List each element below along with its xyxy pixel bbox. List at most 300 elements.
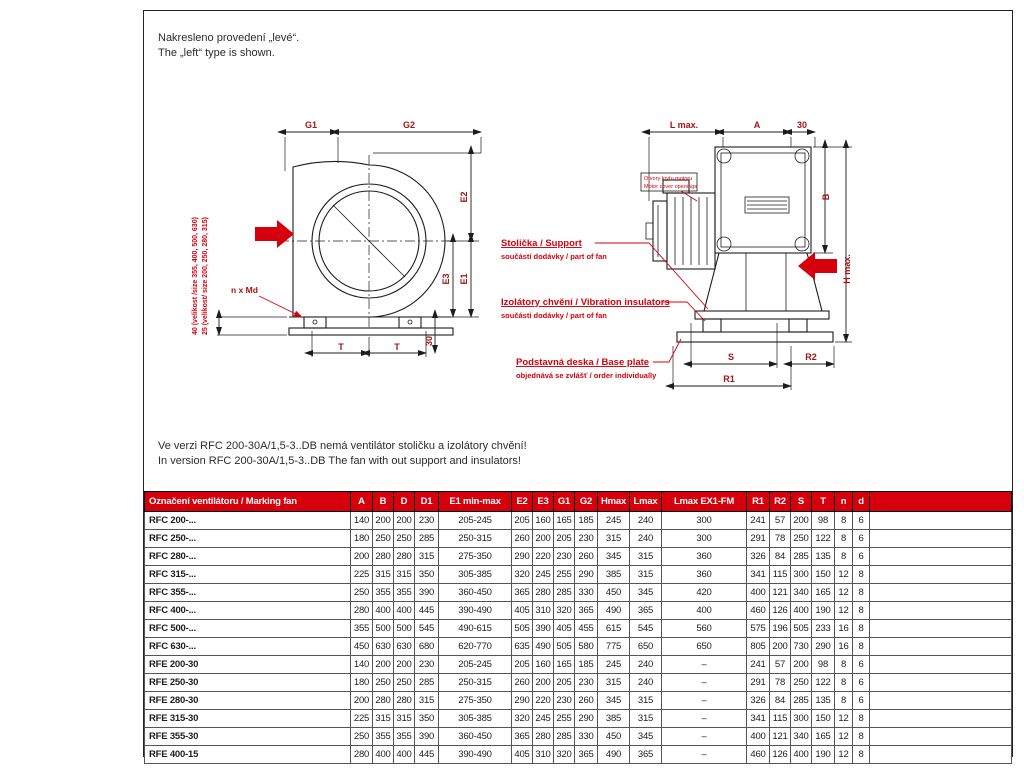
dimension-cell: 310	[533, 602, 554, 620]
callout-baseplate	[516, 339, 681, 380]
dimension-cell: 140	[351, 512, 373, 530]
col-header: Lmax	[630, 492, 662, 512]
dimension-cell: 365	[575, 746, 598, 764]
dimension-cell: 196	[770, 620, 791, 638]
size-offset-note-25: 25 (velikost/ size 200, 250, 280, 315)	[202, 217, 209, 335]
dimension-cell: 200	[533, 674, 554, 692]
dimension-cell: 8	[835, 674, 853, 692]
dimension-cell: 150	[812, 566, 835, 584]
table-row	[145, 584, 1012, 602]
table-row	[145, 566, 1012, 584]
filler-cell	[870, 548, 1012, 566]
base-plate-side	[289, 328, 453, 335]
dimension-cell: 230	[415, 656, 439, 674]
dimension-cell: 98	[812, 656, 835, 674]
dimension-cell: 230	[575, 530, 598, 548]
fan-model-cell: RFC 280-...	[145, 548, 351, 566]
table-row	[145, 602, 1012, 620]
dimension-cell: 545	[630, 620, 662, 638]
dimension-cell: 320	[554, 602, 575, 620]
dimension-cell: 200	[533, 530, 554, 548]
dimension-cell: 775	[598, 638, 630, 656]
dimension-cell: 360-450	[439, 584, 512, 602]
dimension-cell: 220	[533, 548, 554, 566]
dimension-cell: 205	[512, 656, 533, 674]
dimension-cell: 650	[630, 638, 662, 656]
dimension-cell: 241	[747, 656, 770, 674]
dim-label-g2: G2	[402, 120, 416, 130]
dimension-cell: 345	[630, 728, 662, 746]
dimension-cell: 57	[770, 656, 791, 674]
dimension-cell: 135	[812, 548, 835, 566]
dimension-cell: 620-770	[439, 638, 512, 656]
dimension-cell: 140	[351, 656, 373, 674]
dimension-cell: 78	[770, 674, 791, 692]
motor-cover-note	[641, 173, 697, 201]
fan-model-cell: RFC 355-...	[145, 584, 351, 602]
dimension-cell: 255	[554, 710, 575, 728]
flange-bolt-circle	[795, 149, 809, 163]
dimension-cell: 300	[791, 710, 812, 728]
dimension-cell: 285	[415, 674, 439, 692]
dimension-cell: 275-350	[439, 548, 512, 566]
dim-label-t2: T	[394, 342, 400, 352]
dimension-cell: 200	[791, 656, 812, 674]
dim-label-r2: R2	[805, 352, 817, 362]
dimension-cell: 420	[662, 584, 747, 602]
dimension-cell: 280	[394, 692, 415, 710]
dimension-cell: 630	[394, 638, 415, 656]
dimension-cell: 505	[512, 620, 533, 638]
dimension-cell: 280	[373, 692, 394, 710]
dimension-cell: 400	[394, 602, 415, 620]
dimension-cell: –	[662, 746, 747, 764]
dimension-cell: 355	[373, 584, 394, 602]
dimension-cell: 300	[662, 512, 747, 530]
dimension-cell: 275-350	[439, 692, 512, 710]
filler-cell	[870, 584, 1012, 602]
dimension-cell: 580	[575, 638, 598, 656]
flange-bolt-circle	[795, 237, 809, 251]
dimension-cell: 165	[812, 584, 835, 602]
dimension-cell: 8	[853, 638, 870, 656]
dimension-cell: 205-245	[439, 656, 512, 674]
dimension-cell: 350	[415, 710, 439, 728]
technical-drawing-svg	[144, 11, 1014, 489]
table-row	[145, 746, 1012, 764]
dimension-cell: 6	[853, 692, 870, 710]
dimension-cell: 115	[770, 566, 791, 584]
dimension-cell: 400	[373, 602, 394, 620]
dimension-cell: 630	[373, 638, 394, 656]
dimension-cell: 326	[747, 692, 770, 710]
dimension-cell: 315	[630, 566, 662, 584]
dimension-cell: 225	[351, 710, 373, 728]
top-note-en: The „left“ type is shown.	[158, 47, 275, 59]
col-header: n	[835, 492, 853, 512]
col-header: E3	[533, 492, 554, 512]
dimension-cell: 280	[533, 728, 554, 746]
dimension-cell: 355	[351, 620, 373, 638]
col-header: S	[791, 492, 812, 512]
filler-cell	[870, 566, 1012, 584]
dimension-cell: 490	[533, 638, 554, 656]
dimension-cell: 6	[853, 548, 870, 566]
dimension-cell: 260	[512, 674, 533, 692]
dimension-cell: 205	[512, 512, 533, 530]
dimension-cell: 240	[630, 656, 662, 674]
dimension-cell: 57	[770, 512, 791, 530]
dimension-cell: 8	[835, 692, 853, 710]
dimension-cell: 290	[575, 710, 598, 728]
dimension-cell: 285	[415, 530, 439, 548]
dimension-cell: 315	[630, 710, 662, 728]
dimension-cell: –	[662, 692, 747, 710]
dimension-cell: 245	[533, 566, 554, 584]
dimension-cell: 165	[554, 512, 575, 530]
dimension-cell: 200	[373, 512, 394, 530]
dimension-cell: 305-385	[439, 566, 512, 584]
dimension-cell: 615	[598, 620, 630, 638]
dim-label-s: S	[727, 352, 735, 362]
filler-cell	[870, 746, 1012, 764]
dimension-cell: 400	[791, 602, 812, 620]
dimension-cell: 260	[575, 548, 598, 566]
dimension-cell: 300	[791, 566, 812, 584]
dimension-cell: 230	[415, 512, 439, 530]
version-note-cz: Ve verzi RFC 200-30A/1,5-3..DB nemá ventilátor stoličku a izolátory chvění!	[158, 440, 527, 452]
dimension-cell: 300	[662, 530, 747, 548]
dimension-cell: 200	[351, 692, 373, 710]
dimension-cell: 78	[770, 530, 791, 548]
dimension-cell: 135	[812, 692, 835, 710]
dimension-cell: 6	[853, 656, 870, 674]
vibration-insulator-right	[789, 319, 807, 332]
dimension-cell: 360-450	[439, 728, 512, 746]
dimension-cell: 330	[575, 728, 598, 746]
dimension-cell: 365	[630, 602, 662, 620]
dimension-cell: 12	[835, 566, 853, 584]
dimension-cell: 115	[770, 710, 791, 728]
callout-support-title: Stolička / Support	[501, 238, 582, 249]
dimension-cell: 400	[747, 728, 770, 746]
dimension-cell: 165	[812, 728, 835, 746]
dimension-cell: 126	[770, 602, 791, 620]
dimension-cell: 490	[598, 602, 630, 620]
dimension-cell: 290	[512, 692, 533, 710]
fan-model-cell: RFC 630-...	[145, 638, 351, 656]
callout-insulators	[501, 297, 705, 321]
table-row	[145, 548, 1012, 566]
dimension-cell: 200	[373, 656, 394, 674]
foot-hole-right	[408, 320, 412, 324]
dimension-cell: 315	[630, 692, 662, 710]
dimension-cell: 220	[533, 692, 554, 710]
dimension-cell: 315	[394, 566, 415, 584]
dimension-cell: 16	[835, 620, 853, 638]
col-header: T	[812, 492, 835, 512]
dimension-cell: 285	[791, 692, 812, 710]
dimension-cell: 445	[415, 746, 439, 764]
dimension-cell: 305-385	[439, 710, 512, 728]
dimension-cell: 160	[533, 656, 554, 674]
filler-cell	[870, 674, 1012, 692]
dimension-cell: 230	[575, 674, 598, 692]
dimension-cell: 150	[812, 710, 835, 728]
dimension-cell: 291	[747, 530, 770, 548]
bolt-note: n x Md	[231, 285, 258, 295]
dimension-cell: 285	[554, 584, 575, 602]
dimension-cell: 250	[373, 674, 394, 692]
dimension-cell: 180	[351, 530, 373, 548]
dimension-cell: 680	[415, 638, 439, 656]
dimension-cell: 450	[351, 638, 373, 656]
filler-cell	[870, 512, 1012, 530]
table-row	[145, 692, 1012, 710]
dimension-cell: 315	[630, 548, 662, 566]
vibration-insulator-left	[703, 319, 721, 332]
dimension-cell: 285	[554, 728, 575, 746]
col-header: Hmax	[598, 492, 630, 512]
dimension-cell: 405	[512, 602, 533, 620]
fan-side-view	[192, 120, 481, 357]
dimension-cell: 290	[575, 566, 598, 584]
dimension-cell: 390	[415, 728, 439, 746]
dimension-cell: 315	[598, 530, 630, 548]
dim-label-r1: R1	[723, 374, 735, 384]
dimension-cell: 8	[853, 746, 870, 764]
filler-cell	[870, 728, 1012, 746]
dim-label-e3: E3	[441, 273, 451, 285]
dimension-cell: 575	[747, 620, 770, 638]
filler-cell	[870, 692, 1012, 710]
table-row	[145, 530, 1012, 548]
dimension-cell: 315	[373, 566, 394, 584]
dimension-cell: 200	[791, 512, 812, 530]
fan-model-cell: RFE 315-30	[145, 710, 351, 728]
filler-cell	[870, 656, 1012, 674]
dimension-cell: 8	[835, 530, 853, 548]
dimension-cell: 280	[351, 602, 373, 620]
dimension-cell: 385	[598, 566, 630, 584]
dimension-cell: 250	[373, 530, 394, 548]
callout-baseplate-title: Podstavná deska / Base plate	[516, 357, 650, 368]
dimension-cell: 365	[512, 728, 533, 746]
motor-cover-note-en: Motor cover openings	[644, 184, 697, 190]
col-header-filler	[870, 492, 1012, 512]
dimension-cell: 291	[747, 674, 770, 692]
dimension-cell: –	[662, 728, 747, 746]
airflow-arrow-left-icon	[798, 252, 837, 280]
dimension-cell: 390-490	[439, 602, 512, 620]
dim-label-e1: E1	[459, 273, 469, 285]
dimension-cell: 310	[533, 746, 554, 764]
dimension-cell: 121	[770, 584, 791, 602]
fan-front-view	[641, 120, 852, 390]
dim-label-30-left: 30	[424, 335, 434, 347]
dimension-cell: 545	[415, 620, 439, 638]
dim-label-t1: T	[338, 342, 344, 352]
dimension-cell: 355	[373, 728, 394, 746]
dimension-cell: 280	[394, 548, 415, 566]
table-row	[145, 674, 1012, 692]
dimension-cell: 250-315	[439, 530, 512, 548]
fan-foot-left	[304, 317, 326, 328]
dimension-cell: 340	[791, 584, 812, 602]
dimension-cell: 405	[512, 746, 533, 764]
dimension-cell: 260	[512, 530, 533, 548]
dimension-cell: 560	[662, 620, 747, 638]
dimension-cell: 650	[662, 638, 747, 656]
dimension-cell: 8	[853, 710, 870, 728]
col-header: G2	[575, 492, 598, 512]
dimension-cell: 320	[512, 710, 533, 728]
filler-cell	[870, 530, 1012, 548]
dimension-cell: 8	[853, 566, 870, 584]
fan-model-cell: RFE 250-30	[145, 674, 351, 692]
dimension-cell: 805	[747, 638, 770, 656]
dimension-cell: 8	[853, 584, 870, 602]
dimension-cell: 185	[575, 512, 598, 530]
fan-model-cell: RFE 400-15	[145, 746, 351, 764]
flange-bolt-circle	[717, 237, 731, 251]
dimension-cell: 260	[575, 692, 598, 710]
fan-model-cell: RFC 315-...	[145, 566, 351, 584]
motor-cover-note-cz: Otvory krytu motoru	[644, 176, 693, 182]
dimension-cell: 250	[394, 530, 415, 548]
fan-housing	[715, 147, 811, 253]
flange-bolt-circle	[717, 149, 731, 163]
dimension-cell: 400	[662, 602, 747, 620]
dimension-cell: 6	[853, 512, 870, 530]
dimension-cell: 505	[554, 638, 575, 656]
filler-cell	[870, 638, 1012, 656]
dimension-cell: 400	[747, 584, 770, 602]
dimension-cell: 230	[554, 548, 575, 566]
table-row	[145, 512, 1012, 530]
dimension-cell: 490-615	[439, 620, 512, 638]
dimension-cell: 241	[747, 512, 770, 530]
dimension-cell: 315	[415, 548, 439, 566]
dimension-table	[144, 491, 1012, 764]
dimension-cell: 126	[770, 746, 791, 764]
dimension-cell: 185	[575, 656, 598, 674]
callout-insulators-title: Izolátory chvění / Vibration insulators	[501, 297, 670, 308]
dimension-cell: 12	[835, 602, 853, 620]
dimension-cell: 16	[835, 638, 853, 656]
fan-model-cell: RFC 200-...	[145, 512, 351, 530]
dimension-cell: 205-245	[439, 512, 512, 530]
dimension-cell: 12	[835, 710, 853, 728]
dimension-cell: 450	[598, 584, 630, 602]
table-body	[145, 512, 1012, 764]
col-header: A	[351, 492, 373, 512]
dim-label-lmax: L max.	[669, 120, 699, 130]
fan-model-cell: RFE 200-30	[145, 656, 351, 674]
dimension-cell: 385	[598, 710, 630, 728]
dimension-cell: 240	[630, 530, 662, 548]
dimension-cell: 345	[630, 584, 662, 602]
filler-cell	[870, 710, 1012, 728]
dimension-cell: 250-315	[439, 674, 512, 692]
dimension-cell: 730	[791, 638, 812, 656]
dimension-cell: 400	[791, 746, 812, 764]
dimension-cell: 122	[812, 674, 835, 692]
dimension-cell: 390-490	[439, 746, 512, 764]
fan-model-cell: RFE 355-30	[145, 728, 351, 746]
dimension-cell: 240	[630, 674, 662, 692]
dimension-cell: 355	[394, 728, 415, 746]
dimension-cell: 360	[662, 566, 747, 584]
dimension-cell: 460	[747, 602, 770, 620]
dimension-cell: 280	[351, 746, 373, 764]
dimension-cell: 340	[791, 728, 812, 746]
dimension-cell: 400	[373, 746, 394, 764]
dimension-cell: 315	[415, 692, 439, 710]
dimension-cell: 280	[533, 584, 554, 602]
dimension-cell: 320	[512, 566, 533, 584]
dimension-cell: 8	[835, 548, 853, 566]
dimension-cell: 400	[394, 746, 415, 764]
dimension-cell: 250	[351, 728, 373, 746]
dimension-cell: –	[662, 656, 747, 674]
support-rail	[695, 311, 829, 319]
page-frame	[143, 10, 1013, 760]
dim-label-b: B	[821, 193, 831, 201]
fan-model-cell: RFC 400-...	[145, 602, 351, 620]
dimension-cell: 240	[630, 512, 662, 530]
dimension-cell: 205	[554, 674, 575, 692]
airflow-arrow-right-icon	[255, 220, 294, 248]
dimension-cell: 500	[373, 620, 394, 638]
dim-label-hmax: H max.	[842, 254, 852, 284]
dimension-cell: 390	[415, 584, 439, 602]
dimension-cell: 121	[770, 728, 791, 746]
table-header-row	[145, 492, 1012, 512]
top-note-cz: Nakresleno provedení „levé“.	[158, 32, 300, 44]
dimension-cell: 455	[575, 620, 598, 638]
dimension-cell: 230	[554, 692, 575, 710]
dimension-cell: 290	[512, 548, 533, 566]
dimension-cell: 345	[598, 548, 630, 566]
dimension-cell: 180	[351, 674, 373, 692]
dimension-cell: 365	[630, 746, 662, 764]
dimension-cell: 190	[812, 746, 835, 764]
dimension-cell: 84	[770, 548, 791, 566]
col-header: R2	[770, 492, 791, 512]
col-header: D	[394, 492, 415, 512]
table-row	[145, 638, 1012, 656]
dimension-cell: 98	[812, 512, 835, 530]
table-row	[145, 710, 1012, 728]
dimension-cell: 160	[533, 512, 554, 530]
dimension-cell: 360	[662, 548, 747, 566]
dimension-cell: 350	[415, 566, 439, 584]
dimension-cell: 405	[554, 620, 575, 638]
table-row	[145, 620, 1012, 638]
col-header: R1	[747, 492, 770, 512]
dimension-cell: 6	[853, 674, 870, 692]
dimension-cell: 365	[575, 602, 598, 620]
col-header: E1 min-max	[439, 492, 512, 512]
dimension-cell: 345	[598, 692, 630, 710]
col-header: Lmax EX1-FM	[662, 492, 747, 512]
dimension-cell: 250	[791, 530, 812, 548]
dimension-cell: 505	[791, 620, 812, 638]
dimension-cell: 450	[598, 728, 630, 746]
dimension-cell: 8	[853, 620, 870, 638]
foot-hole-left	[313, 320, 317, 324]
